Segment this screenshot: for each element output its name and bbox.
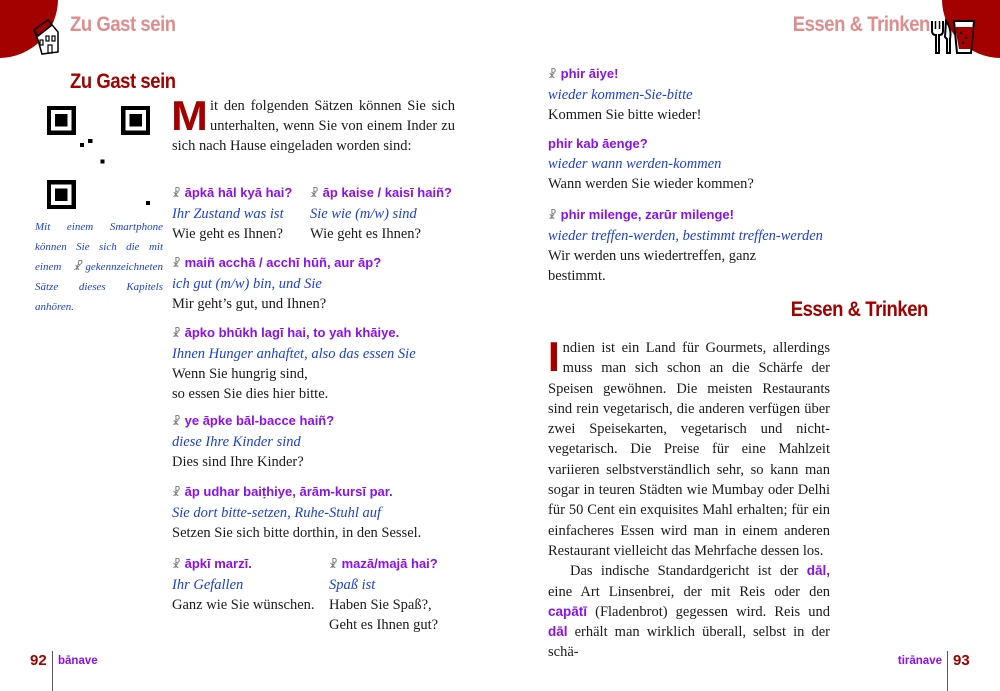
- ear-icon: ☧: [172, 327, 181, 340]
- cutlery-glass-icon: [930, 17, 978, 55]
- body-paragraph-1: [547, 333, 830, 561]
- ear-icon: ☧: [72, 260, 82, 273]
- qr-module: [88, 139, 92, 143]
- phrase-entry: [172, 183, 292, 244]
- hindi-phrase[interactable]: ☧ āp kaise / kaisī haiñ?: [310, 183, 452, 204]
- literal-translation: wieder kommen-Sie-bitte: [548, 87, 693, 103]
- intro-paragraph: [171, 92, 455, 156]
- german-translation: Ganz wie Sie wünschen.: [172, 597, 315, 613]
- literal-translation: Ihr Zustand was ist: [172, 206, 284, 222]
- ear-icon: ☧: [172, 486, 181, 499]
- german-translation-2: Geht es Ihnen gut?: [329, 617, 439, 633]
- drop-cap: I: [547, 333, 560, 380]
- hindi-phrase[interactable]: ☧ phir milenge, zarūr milenge!: [548, 205, 823, 226]
- german-translation-2: so essen Sie dies hier bitte.: [172, 386, 329, 402]
- house-icon: [28, 16, 68, 56]
- paragraph-text: ndien ist ein Land für Gourmets, allerdings muss man sich schon an die Schärfe der Speisen gewöhnen. Die meisten Restaurants sind rein vegetarisch, die anderen verfügen über zwei Speisekarten, vegetarisch und nicht-vegetarisch. Die Preise für eine Mahlzeit variieren selbstverständlich sehr, so kann man sogar in teuren Städten wie Mumbay oder Delhi für 50 Cent ein exquisites Mahl erhalten; für ein einfacheres Essen wird man in einem anderen Restaurant vielleicht das Mehrfache dessen los.: [548, 340, 830, 559]
- german-translation: Wie geht es Ihnen?: [172, 226, 283, 242]
- hindi-phrase[interactable]: ☧ āpkā hāl kyā hai?: [172, 183, 292, 204]
- footer-rule-right: [947, 651, 948, 691]
- ear-icon: ☧: [172, 187, 181, 200]
- phrase-entry: [172, 411, 334, 472]
- qr-module: [146, 201, 150, 205]
- qr-module: [55, 188, 67, 200]
- ear-icon: ☧: [172, 257, 181, 270]
- hindi-term: dāl,: [806, 563, 830, 579]
- literal-translation: Sie wie (m/w) sind: [310, 206, 417, 222]
- german-translation-2: bestimmt.: [548, 268, 606, 284]
- ear-icon: ☧: [172, 558, 181, 571]
- page-number-word-right: tirānave: [897, 655, 942, 667]
- hindi-phrase[interactable]: ☧ mazā/majā hai?: [329, 554, 438, 575]
- phrase-entry: [172, 482, 421, 543]
- hindi-phrase[interactable]: ☧ āp udhar baiṭhiye, ārām-kursī par.: [172, 482, 421, 503]
- qr-note-text-2: gekennzeichneten Sätze dieses Kapitels anhören.: [35, 261, 163, 313]
- german-translation: Kommen Sie bitte wieder!: [548, 107, 702, 123]
- literal-translation: diese Ihre Kinder sind: [172, 434, 301, 450]
- qr-module: [80, 143, 84, 147]
- literal-translation: ich gut (m/w) bin, und Sie: [172, 276, 322, 292]
- text-run: erhält man wirklich überall, selbst in der schä-: [548, 624, 830, 661]
- hindi-phrase[interactable]: ☧ ye āpke bāl-bacce haiñ?: [172, 411, 334, 432]
- qr-module: [101, 160, 105, 164]
- page-number-left: 92: [30, 652, 47, 669]
- text-run: (Fladenbrot) gegessen wird. Reis und: [587, 603, 830, 620]
- intro-text: it den folgenden Sätzen können Sie sich unterhalten, wenn Sie von einem Inder zu sich nach Hause eingeladen worden sind:: [172, 98, 455, 154]
- phrase-entry: [172, 554, 315, 615]
- phrase-entry: [548, 134, 754, 194]
- literal-translation: Sie dort bitte-setzen, Ruhe-Stuhl auf: [172, 505, 382, 521]
- phrase-entry: [172, 323, 416, 404]
- phrase-entry: [310, 183, 452, 244]
- page-number-right: 93: [953, 652, 970, 669]
- german-translation: Haben Sie Spaß?,: [329, 597, 432, 613]
- literal-translation: Spaß ist: [329, 577, 376, 593]
- text-run: Das indische Standardgericht ist der: [570, 563, 807, 580]
- footer-rule-left: [52, 651, 53, 691]
- qr-note-text: Mit einem Smartphone können Sie sich die mit einem: [35, 221, 163, 273]
- ear-icon: ☧: [172, 415, 181, 428]
- german-translation: Wenn Sie hungrig sind,: [172, 366, 308, 382]
- literal-translation: Ihr Gefallen: [172, 577, 244, 593]
- text-run: eine Art Linsenbrei, der mit Reis oder den: [548, 583, 830, 600]
- hindi-phrase[interactable]: ☧ maiñ acchā / acchī hūñ, aur āp?: [172, 253, 381, 274]
- running-head-left: Zu Gast sein: [70, 13, 176, 36]
- german-translation: Wir werden uns wiedertreffen, ganz: [548, 248, 757, 264]
- ear-icon: ☧: [548, 68, 557, 81]
- phrase-entry: [548, 205, 823, 286]
- page-number-word-left: bānave: [58, 655, 98, 667]
- hindi-phrase[interactable]: ☧ āpkī marzī.: [172, 554, 315, 575]
- qr-code[interactable]: [47, 106, 150, 209]
- phrase-entry: [329, 554, 438, 635]
- hindi-phrase: phir kab āenge?: [548, 136, 648, 151]
- german-translation: Wie geht es Ihnen?: [310, 226, 421, 242]
- literal-translation: wieder wann werden-kommen: [548, 156, 722, 172]
- qr-module: [129, 114, 141, 126]
- section-title-essen-trinken: Essen & Trinken: [790, 298, 928, 321]
- section-title-zu-gast-sein: Zu Gast sein: [70, 70, 176, 93]
- body-paragraph-2: [548, 561, 830, 662]
- ear-icon: ☧: [548, 209, 557, 222]
- hindi-phrase[interactable]: ☧ phir āiye!: [548, 64, 701, 85]
- running-head-right: Essen & Trinken: [792, 13, 930, 36]
- drop-cap: M: [171, 92, 208, 139]
- hindi-phrase[interactable]: ☧ āpko bhūkh lagī hai, to yah khāiye.: [172, 323, 416, 344]
- german-translation: Dies sind Ihre Kinder?: [172, 454, 304, 470]
- hindi-term: capātī: [548, 603, 588, 619]
- literal-translation: Ihnen Hunger anhaftet, also das essen Sie: [172, 346, 416, 362]
- qr-note: [35, 217, 163, 317]
- german-translation: Mir geht’s gut, und Ihnen?: [172, 296, 327, 312]
- phrase-entry: [172, 253, 381, 314]
- phrase-entry: [548, 64, 701, 125]
- german-translation: Setzen Sie sich bitte dorthin, in den Sessel.: [172, 525, 422, 541]
- hindi-term: dāl: [548, 624, 568, 640]
- body-text: [547, 333, 830, 663]
- german-translation: Wann werden Sie wieder kommen?: [548, 176, 754, 192]
- qr-module: [55, 114, 67, 126]
- ear-icon: ☧: [310, 187, 319, 200]
- literal-translation: wieder treffen-werden, bestimmt treffen-werden: [548, 228, 823, 244]
- ear-icon: ☧: [329, 558, 338, 571]
